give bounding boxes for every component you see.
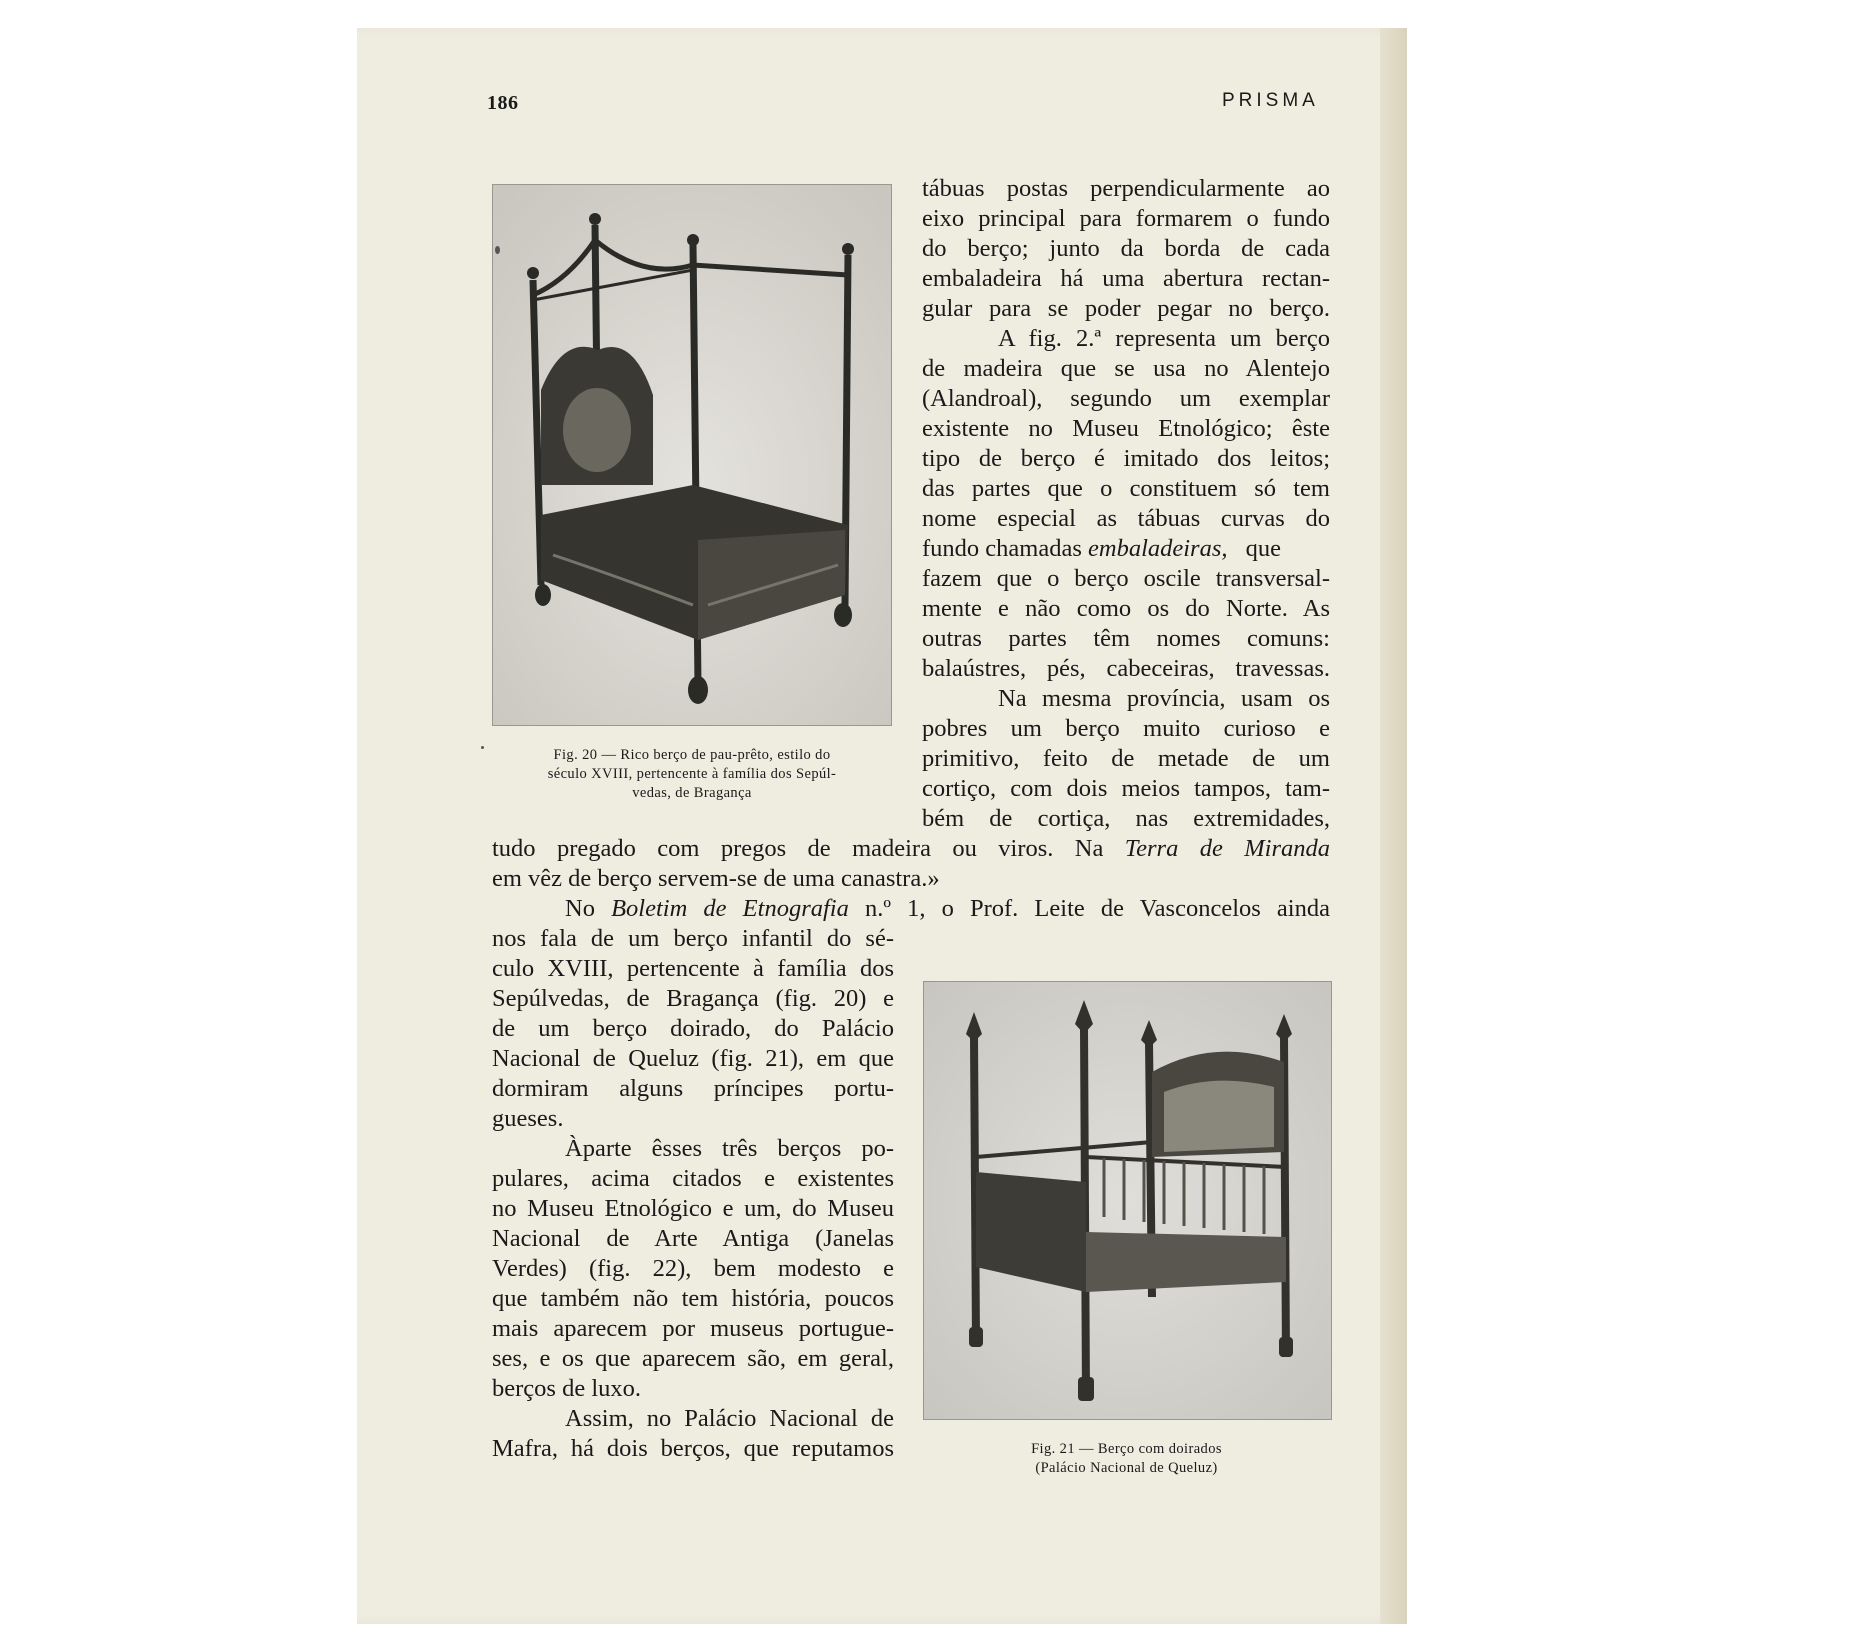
caption-line: Fig. 20 — Rico berço de pau-prêto, estilo do [553,747,831,763]
text-line: Assim, no Palácio Nacional de [565,1405,894,1432]
text-line: Àparte êsses três berços po- [565,1135,894,1162]
book-page [357,28,1407,1624]
text-line: no Museu Etnológico e um, do Museu [492,1195,894,1222]
text-line: (Alandroal), segundo um exemplar [922,385,1330,412]
text-line: gueses. [492,1105,564,1132]
text-line: Verdes) (fig. 22), bem modesto e [492,1255,894,1282]
page-number: 186 [487,92,519,114]
text-line: que também não tem história, poucos [492,1285,894,1312]
text-line: Nacional de Queluz (fig. 21), em que [492,1045,894,1072]
text-line: pulares, acima citados e existentes [492,1165,894,1192]
text-line: Na mesma província, usam os [998,685,1330,712]
text-run: fundo chamadas [922,535,1088,562]
print-speck [495,246,500,254]
text-line: outras partes têm nomes comuns: [922,625,1330,652]
text-line: A fig. 2.ª representa um berço [998,325,1330,352]
text-line: tábuas postas perpendicularmente ao [922,175,1330,202]
figure-21-image [923,981,1332,1420]
text-line: mais aparecem por museus portugue- [492,1315,894,1342]
text-line: bém de cortiça, nas extremidades, [922,805,1330,832]
text-line: em vêz de berço servem-se de uma canastra.» [492,865,940,892]
text-line: do berço; junto da borda de cada [922,235,1330,262]
text-run: n.º 1, o Prof. Leite de Vasconcelos ainda [848,895,1330,922]
crib-illustration [924,982,1331,1419]
text-line: nos fala de um berço infantil do sé- [492,925,894,952]
caption-line: (Palácio Nacional de Queluz) [1035,1460,1218,1476]
text-line: embaladeira há uma abertura rectan- [922,265,1330,292]
text-line: primitivo, feito de metade de um [922,745,1330,772]
text-line: ses, e os que aparecem são, em geral, [492,1345,894,1372]
text-line: de um berço doirado, do Palácio [492,1015,894,1042]
text-line: berços de luxo. [492,1375,641,1402]
text-run: tudo pregado com pregos de madeira ou viros. Na [492,835,1125,862]
text-line: Sepúlvedas, de Bragança (fig. 20) e [492,985,894,1012]
text-line: mente e não como os do Norte. As [922,595,1330,622]
italic-title: Boletim de Etnografia [611,895,849,922]
text-line: Mafra, há dois berços, que reputamos [492,1435,894,1462]
text-line: culo XVIII, pertencente à família dos [492,955,894,982]
text-line: cortiço, com dois meios tampos, tam- [922,775,1330,802]
running-title: PRISMA [1222,90,1319,111]
text-line: tipo de berço é imitado dos leitos; [922,445,1330,472]
text-line: eixo principal para formarem o fundo [922,205,1330,232]
figure-20-caption [492,746,892,803]
text-line: Nacional de Arte Antiga (Janelas [492,1225,894,1252]
text-line: balaústres, pés, cabeceiras, travessas. [922,655,1330,682]
caption-line: vedas, de Bragança [632,785,752,801]
text-run: que [1239,535,1281,562]
figure-20-image [492,184,892,726]
italic-term: embaladeiras, [1088,535,1228,562]
text-line [922,534,1330,564]
text-line [565,894,1330,924]
text-line: pobres um berço muito curioso e [922,715,1330,742]
text-run: No [565,895,612,922]
text-line [492,834,1330,864]
text-line: das partes que o constituem só tem [922,475,1330,502]
canopy-cradle-illustration [493,185,891,725]
print-speck [481,746,484,749]
page-edge-shadow [1380,28,1407,1624]
italic-title: Terra de Miranda [1124,835,1330,862]
caption-line: Fig. 21 — Berço com doirados [1031,1441,1222,1457]
text-line: dormiram alguns príncipes portu- [492,1075,894,1102]
text-line: existente no Museu Etnológico; êste [922,415,1330,442]
text-line: gular para se poder pegar no berço. [922,295,1330,322]
text-line: de madeira que se usa no Alentejo [922,355,1330,382]
figure-21-caption [923,1440,1330,1478]
text-line: nome especial as tábuas curvas do [922,505,1330,532]
text-line: fazem que o berço oscile transversal- [922,565,1330,592]
caption-line: século XVIII, pertencente à família dos Sepúl- [547,766,837,782]
